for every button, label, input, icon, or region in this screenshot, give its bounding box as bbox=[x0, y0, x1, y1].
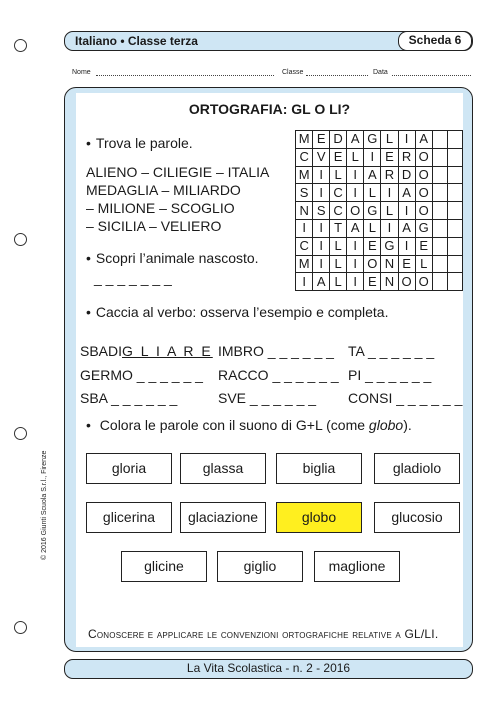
grid-cell[interactable]: G bbox=[364, 131, 381, 149]
grid-cell[interactable]: N bbox=[381, 255, 398, 273]
grid-cell[interactable] bbox=[447, 184, 462, 202]
grid-cell[interactable]: I bbox=[381, 219, 398, 237]
grid-cell[interactable] bbox=[432, 184, 447, 202]
learning-objective: Conoscere e applicare le convenzioni ortografiche relative a GL/LI. bbox=[88, 627, 439, 641]
grid-cell[interactable]: A bbox=[347, 219, 364, 237]
instruction-verb-hunt: • Caccia al verbo: osserva l’esempio e completa. bbox=[86, 304, 388, 320]
grid-row bbox=[296, 184, 463, 202]
word-box-glaciazione[interactable]: glaciazione bbox=[180, 502, 266, 533]
grid-cell[interactable]: I bbox=[381, 184, 398, 202]
grid-cell[interactable]: O bbox=[398, 273, 415, 291]
grid-row bbox=[296, 219, 463, 237]
worksheet-content bbox=[76, 93, 463, 647]
instruction-hidden-animal: • Scopri l’animale nascosto. bbox=[86, 250, 259, 266]
grid-cell[interactable]: I bbox=[398, 237, 415, 255]
grid-cell[interactable]: O bbox=[415, 166, 432, 184]
grid-cell[interactable] bbox=[432, 131, 447, 149]
grid-cell[interactable]: M bbox=[296, 255, 313, 273]
grid-cell[interactable] bbox=[447, 237, 462, 255]
binder-hole-4 bbox=[14, 621, 27, 634]
grid-cell[interactable]: E bbox=[381, 148, 398, 166]
copyright-notice: © 2016 Giunti Scuola S.r.l., Firenze bbox=[41, 450, 48, 560]
grid-cell[interactable]: M bbox=[296, 166, 313, 184]
grid-cell[interactable] bbox=[432, 255, 447, 273]
grid-cell[interactable] bbox=[432, 273, 447, 291]
grid-cell[interactable]: D bbox=[398, 166, 415, 184]
name-line[interactable] bbox=[96, 75, 274, 76]
grid-cell[interactable]: D bbox=[330, 131, 347, 149]
word-box-glicerina[interactable]: glicerina bbox=[86, 502, 172, 533]
grid-cell[interactable]: L bbox=[330, 273, 347, 291]
grid-cell[interactable]: L bbox=[364, 184, 381, 202]
grid-cell[interactable]: I bbox=[347, 184, 364, 202]
verb-item-ta[interactable]: TA _ _ _ _ _ _ bbox=[348, 343, 435, 359]
verb-item-racco[interactable]: RACCO _ _ _ _ _ _ bbox=[218, 367, 339, 383]
grid-cell[interactable]: R bbox=[398, 148, 415, 166]
instruction-find-words: • Trova le parole. bbox=[86, 135, 193, 151]
word-box-glucosio[interactable]: glucosio bbox=[374, 502, 460, 533]
word-box-glicine[interactable]: glicine bbox=[121, 551, 207, 582]
grid-cell[interactable]: A bbox=[364, 166, 381, 184]
color-instruction-example: globo bbox=[368, 417, 404, 433]
verb-item-sba[interactable]: SBA _ _ _ _ _ _ bbox=[80, 390, 178, 406]
grid-cell[interactable] bbox=[432, 237, 447, 255]
grid-cell[interactable]: C bbox=[330, 202, 347, 220]
grid-cell[interactable]: E bbox=[398, 255, 415, 273]
date-label: Data bbox=[373, 69, 388, 76]
grid-cell[interactable]: E bbox=[313, 131, 330, 149]
word-box-glassa[interactable]: glassa bbox=[180, 453, 266, 484]
name-label: Nome bbox=[72, 69, 91, 76]
grid-cell[interactable]: S bbox=[296, 184, 313, 202]
grid-cell[interactable]: I bbox=[296, 219, 313, 237]
verb-item-sve[interactable]: SVE _ _ _ _ _ _ bbox=[218, 390, 317, 406]
grid-cell[interactable]: I bbox=[347, 237, 364, 255]
verb-item-germo[interactable]: GERMO _ _ _ _ _ _ bbox=[80, 367, 203, 383]
word-list-line-2: MEDAGLIA – MILIARDO bbox=[86, 182, 241, 198]
grid-cell[interactable] bbox=[432, 148, 447, 166]
binder-hole-3 bbox=[14, 427, 27, 440]
grid-cell[interactable]: M bbox=[296, 131, 313, 149]
hidden-animal-answer[interactable]: _ _ _ _ _ _ _ bbox=[94, 270, 172, 286]
grid-cell[interactable]: O bbox=[415, 184, 432, 202]
grid-cell[interactable]: C bbox=[296, 148, 313, 166]
grid-cell[interactable]: I bbox=[313, 219, 330, 237]
grid-cell[interactable]: G bbox=[364, 202, 381, 220]
verb-item-imbro[interactable]: IMBRO _ _ _ _ _ _ bbox=[218, 343, 334, 359]
grid-cell[interactable] bbox=[447, 131, 462, 149]
grid-cell[interactable]: I bbox=[313, 184, 330, 202]
grid-cell[interactable]: C bbox=[330, 184, 347, 202]
instruction-color-words bbox=[86, 417, 412, 433]
grid-row bbox=[296, 202, 463, 220]
sheet-number: Scheda 6 bbox=[398, 31, 472, 51]
grid-cell[interactable]: O bbox=[415, 202, 432, 220]
word-list-line-1: ALIENO – CILIEGIE – ITALIA bbox=[86, 164, 270, 180]
verb-example-prefix: SBADI bbox=[80, 343, 123, 359]
word-box-maglione[interactable]: maglione bbox=[314, 551, 400, 582]
date-line[interactable] bbox=[392, 75, 471, 76]
grid-cell[interactable]: I bbox=[347, 166, 364, 184]
grid-cell[interactable]: L bbox=[347, 148, 364, 166]
grid-cell[interactable]: G bbox=[415, 219, 432, 237]
grid-cell[interactable]: O bbox=[347, 202, 364, 220]
grid-cell[interactable]: E bbox=[364, 273, 381, 291]
grid-cell[interactable] bbox=[447, 255, 462, 273]
grid-cell[interactable]: L bbox=[415, 255, 432, 273]
grid-cell[interactable]: I bbox=[347, 273, 364, 291]
grid-cell[interactable]: I bbox=[313, 237, 330, 255]
grid-cell[interactable]: O bbox=[415, 273, 432, 291]
grid-cell[interactable]: G bbox=[381, 237, 398, 255]
grid-cell[interactable] bbox=[447, 273, 462, 291]
word-box-giglio[interactable]: giglio bbox=[217, 551, 303, 582]
grid-cell[interactable]: I bbox=[347, 255, 364, 273]
grid-cell[interactable]: N bbox=[381, 273, 398, 291]
grid-cell[interactable]: L bbox=[364, 219, 381, 237]
grid-cell[interactable] bbox=[447, 148, 462, 166]
grid-cell[interactable]: A bbox=[313, 273, 330, 291]
grid-cell[interactable]: E bbox=[330, 148, 347, 166]
word-box-gladiolo[interactable]: gladiolo bbox=[374, 453, 460, 484]
grid-cell[interactable]: I bbox=[364, 148, 381, 166]
verb-example-answer: G L I A R E bbox=[122, 343, 213, 359]
grid-cell[interactable]: L bbox=[330, 255, 347, 273]
grid-row bbox=[296, 131, 463, 149]
verb-item-pi[interactable]: PI _ _ _ _ _ _ bbox=[348, 367, 432, 383]
grid-cell[interactable]: L bbox=[381, 202, 398, 220]
grid-cell[interactable]: A bbox=[398, 219, 415, 237]
grid-cell[interactable]: L bbox=[330, 166, 347, 184]
word-box-biglia[interactable]: biglia bbox=[276, 453, 362, 484]
header-bar bbox=[64, 31, 473, 51]
grid-cell[interactable]: I bbox=[313, 255, 330, 273]
grid-cell[interactable]: S bbox=[313, 202, 330, 220]
word-box-globo[interactable]: globo bbox=[276, 502, 362, 533]
grid-cell[interactable]: R bbox=[381, 166, 398, 184]
word-list-line-3: – MILIONE – SCOGLIO bbox=[86, 200, 235, 216]
grid-row bbox=[296, 166, 463, 184]
word-list-line-4: – SICILIA – VELIERO bbox=[86, 218, 222, 234]
word-box-gloria[interactable]: gloria bbox=[86, 453, 172, 484]
class-label: Classe bbox=[282, 69, 304, 76]
grid-cell[interactable]: O bbox=[364, 255, 381, 273]
grid-cell[interactable]: C bbox=[296, 237, 313, 255]
grid-cell[interactable] bbox=[432, 202, 447, 220]
grid-cell[interactable]: A bbox=[398, 184, 415, 202]
grid-cell[interactable]: A bbox=[347, 131, 364, 149]
grid-cell[interactable]: I bbox=[313, 166, 330, 184]
grid-row bbox=[296, 148, 463, 166]
grid-cell[interactable] bbox=[447, 202, 462, 220]
grid-cell[interactable]: N bbox=[296, 202, 313, 220]
grid-cell[interactable] bbox=[447, 166, 462, 184]
grid-cell[interactable]: I bbox=[398, 202, 415, 220]
grid-row bbox=[296, 273, 463, 291]
grid-cell[interactable]: L bbox=[330, 237, 347, 255]
binder-hole-1 bbox=[14, 39, 27, 52]
color-instruction-prefix: Colora le parole con il suono di G+L (come bbox=[99, 417, 369, 433]
grid-cell[interactable]: A bbox=[415, 131, 432, 149]
grid-cell[interactable]: I bbox=[398, 131, 415, 149]
class-line[interactable] bbox=[306, 75, 368, 76]
binder-hole-2 bbox=[14, 233, 27, 246]
grid-cell[interactable] bbox=[432, 166, 447, 184]
grid-cell[interactable]: E bbox=[364, 237, 381, 255]
grid-cell[interactable]: E bbox=[415, 237, 432, 255]
footer-bar: La Vita Scolastica - n. 2 - 2016 bbox=[64, 659, 473, 679]
grid-cell[interactable]: O bbox=[415, 148, 432, 166]
grid-cell[interactable]: T bbox=[330, 219, 347, 237]
grid-row bbox=[296, 237, 463, 255]
color-instruction-suffix: ). bbox=[403, 417, 412, 433]
verb-item-consi[interactable]: CONSI _ _ _ _ _ _ bbox=[348, 390, 463, 406]
grid-row bbox=[296, 255, 463, 273]
worksheet-title: ORTOGRAFIA: GL O LI? bbox=[188, 101, 351, 117]
word-search-grid bbox=[295, 130, 463, 291]
grid-cell[interactable]: I bbox=[296, 273, 313, 291]
verb-example bbox=[80, 343, 213, 359]
header-title: Italiano • Classe terza bbox=[75, 34, 198, 48]
grid-cell[interactable]: V bbox=[313, 148, 330, 166]
grid-cell[interactable] bbox=[432, 219, 447, 237]
grid-cell[interactable] bbox=[447, 219, 462, 237]
grid-cell[interactable]: L bbox=[381, 131, 398, 149]
